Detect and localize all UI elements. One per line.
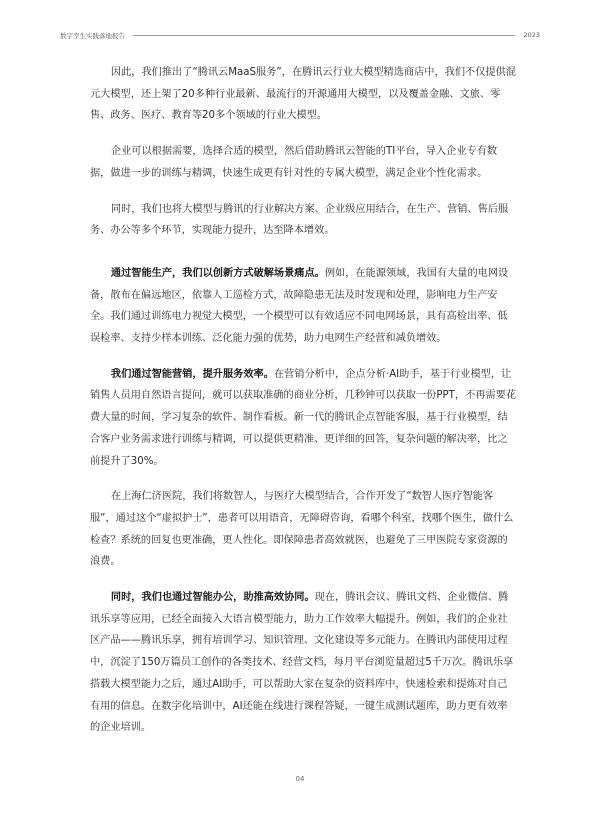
- paragraph-3: [90, 199, 516, 242]
- spacer: [90, 242, 516, 263]
- spacer: [90, 472, 516, 486]
- paragraph-7: [90, 587, 516, 739]
- paragraph-7-text: 现在，腾讯会议、腾讯文档、企业微信、腾讯乐享等应用，已经全面接入大语言模型能力，助力工作效率大幅提升。例如，我们的企业社区产品——腾讯乐享，拥有培训学习、知识管理、文化建设等多元能力。在腾讯内部使用过程中，沉淀了150万篇员工创作的各类技术、经营文档，每月平台浏览量超过5千万次。腾讯乐享搭载大模型能力之后，通过AI助手，可以帮助大家在复杂的资料库中，快速检索和提炼对自己有用的信息。在数字化培训中，AI还能在线进行课程答疑，一键生成测试题库，助力更有效率的企业培训。: [90, 592, 514, 734]
- paragraph-2-text: 企业可以根据需要，选择合适的模型，然后借助腾讯云智能的TI平台，导入企业专有数据，做进一步的训练与精调，快速生成更有针对性的专属大模型，满足企业个性化需求。: [90, 146, 498, 179]
- spacer: [90, 573, 516, 587]
- paragraph-5-lead: 我们通过智能营销，提升服务效率。: [110, 368, 274, 380]
- header-rule: [133, 35, 515, 36]
- paragraph-6-text: 在上海仁济医院，我们将数智人，与医疗大模型结合，合作开发了“数智人医疗智能客服”，通过这个“虚拟护士”，患者可以用语音，无障碍咨询，看哪个科室，找哪个医生，做什么检查？系统的回复也更准确，更人性化。即保障患者高效就医，也避免了三甲医院专家资源的浪费。: [90, 491, 514, 568]
- report-year: 2023: [523, 31, 540, 39]
- report-title: 数字孪生实践落地报告: [60, 31, 125, 40]
- page-header: [60, 28, 540, 42]
- paragraph-3-text: 同时，我们也将大模型与腾讯的行业解决方案、企业级应用结合，在生产、营销、售后服务、办公等多个环节，实现能力提升，达至降本增效。: [90, 203, 509, 237]
- paragraph-7-lead: 同时，我们也通过智能办公，助推高效协同。: [110, 592, 315, 604]
- paragraph-4: [90, 263, 516, 350]
- paragraph-6: [90, 486, 516, 573]
- page-body: [90, 62, 516, 739]
- paragraph-4-text: 例如，在能源领域，我国有大量的电网设备，散布在偏远地区，依靠人工巡检方式，故障隐患无法及时发现和处理，影响电力生产安全。我们通过训练电力视觉大模型，一个模型可以有效适应不同电网场景，具有高检出率、低误检率、支持少样本训练、泛化能力强的优势，助力电网生产经营和减负增效。: [90, 267, 509, 345]
- spacer: [90, 127, 516, 141]
- spacer: [90, 350, 516, 364]
- page-number: 04: [295, 775, 305, 783]
- spacer: [90, 185, 516, 199]
- paragraph-5-text: 在营销分析中，企点分析·AI助手，基于行业模型，让销售人员用自然语言提问，就可以获取准确的商业分析，几秒钟可以获取一份PPT，不再需要花费大量的时间，学习复杂的软件、制作看板。新一代的腾讯企点智能客服，基于行业模型，结合客户业务需求进行训练与精调，可以提供更精准、更详细的回答，复杂问题的解决率，比之前提升了30%。: [90, 368, 517, 467]
- paragraph-1-text: 因此，我们推出了“腾讯云MaaS服务”，在腾讯云行业大模型精选商店中，我们不仅提供混元大模型，还上架了20多种行业最新、最流行的开源通用大模型，以及覆盖金融、文旅、零售、政务、医疗、教育等20多个领域的行业大模型。: [90, 67, 516, 122]
- paragraph-4-lead: 通过智能生产，我们以创新方式破解场景痛点。: [110, 267, 325, 279]
- paragraph-5: [90, 364, 516, 473]
- paragraph-1: [90, 62, 516, 127]
- paragraph-2: [90, 141, 516, 184]
